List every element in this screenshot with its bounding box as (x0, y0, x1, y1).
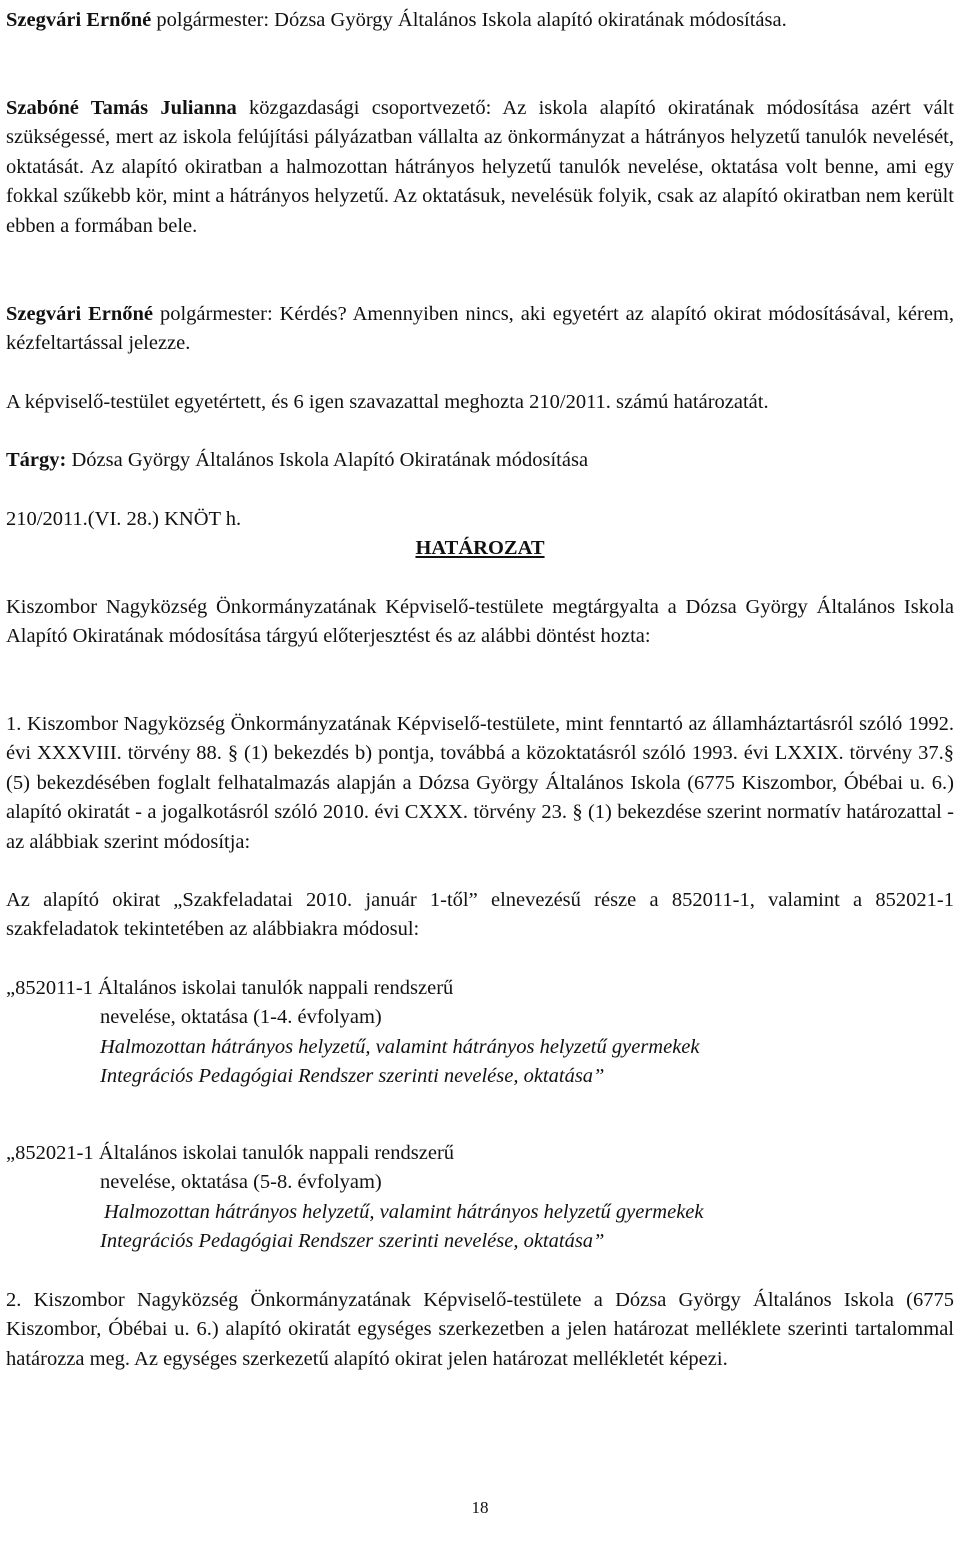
item-code-line: „852011-1 Általános iskolai tanulók nappali rendszerű (6, 977, 454, 999)
resolution-title (6, 534, 954, 563)
paragraph-mayor-intro (6, 6, 954, 35)
paragraph-decision-intro: Kiszombor Nagyközség Önkormányzatának Képviselő-testülete megtárgyalta a Dózsa György Általános Iskola Alapító Okiratának módosítása tárgyú előterjesztést és az alábbi döntést hozta: (6, 596, 954, 648)
paragraph-amendment: Az alapító okirat „Szakfeladatai 2010. január 1-től” elnevezésű része a 852011-1, valamint a 852021-1 szakfeladatok tekintetében az alábbiakra módosul: (6, 889, 954, 941)
resolution-number: 210/2011.(VI. 28.) KNÖT h. (6, 508, 242, 530)
item-italic-line: Halmozottan hátrányos helyzetű, valamint hátrányos helyzetű gyermekek (104, 1200, 704, 1223)
page-number: 18 (471, 1498, 489, 1517)
list-item (6, 974, 954, 1092)
paragraph-decision-2: 2. Kiszombor Nagyközség Önkormányzatának Képviselő-testülete a Dózsa György Általános Iskola (6775 Kiszombor, Óbébai u. 6.) alapító okiratát egységes szerkezetben a jelen határozat melléklete szerinti tartalommal határozza meg. Az egységes szerkezetű alapító okirat jelen határozat mellékletét képezi. (6, 1289, 954, 1370)
paragraph-vote-result: A képviselő-testület egyetértett, és 6 igen szavazattal meghozta 210/2011. számú határozatát. (6, 391, 769, 413)
paragraph-text: polgármester: Kérdés? Amennyiben nincs, aki egyetért az alapító okirat módosításával, kérem, kézfeltartással jelezze. (6, 303, 954, 355)
item-code-line: „852021-1 Általános iskolai tanulók nappali rendszerű (6, 1142, 455, 1164)
subject-label: Tárgy: (6, 449, 67, 471)
speaker-name: Szegvári Ernőné (6, 303, 154, 325)
subject-text: Dózsa György Általános Iskola Alapító Okiratának módosítása (66, 449, 589, 471)
paragraph-mayor-question (6, 300, 954, 359)
paragraph-text: polgármester: Dózsa György Általános Iskola alapító okiratának módosítása. (151, 9, 787, 31)
item-italic-line: Integrációs Pedagógiai Rendszer szerinti nevelése, oktatása” (100, 1230, 605, 1253)
list-item (6, 1139, 954, 1257)
paragraph-decision-1: 1. Kiszombor Nagyközség Önkormányzatának Képviselő-testülete, mint fenntartó az államháztartásról szóló 1992. évi XXXVIII. törvény 88. § (1) bekezdés b) pontja, továbbá a közoktatásról szóló 1993. évi LXXIX. törvény 37.§ (5) bekezdésében foglalt felhatalmazás alapján a Dózsa György Általános Iskola (6775 Kiszombor, Óbébai u. 6.) alapító okiratát - a jogalkotásról szóló 2010. évi CXXX. törvény 23. § (1) bekezdése szerint normatív határozattal - az alábbiak szerint módosítja: (6, 713, 954, 853)
paragraph-julianna (6, 94, 954, 241)
item-desc-line: nevelése, oktatása (5-8. évfolyam) (100, 1171, 382, 1194)
speaker-name: Szabóné Tamás Julianna (6, 97, 237, 119)
subject-line (6, 446, 954, 475)
paragraph-text: közgazdasági csoportvezető: Az iskola alapító okiratának módosítása azért vált szükségessé, mert az iskola felújítási pályázatban vállalta az önkormányzat a hátrányos helyzetű tanulók nevelését, oktatását. Az alapító okiratban a halmozottan hátrányos helyzetű tanulók nevelése, oktatása volt benne, ami egy fokkal szűkebb kör, mint a hátrányos helyzetű. Az oktatásuk, nevelésük folyik, csak az alapító okiratban nem került ebben a formában bele. (6, 97, 954, 237)
item-italic-line: Integrációs Pedagógiai Rendszer szerinti nevelése, oktatása” (100, 1065, 605, 1088)
resolution-title-text: HATÁROZAT (415, 537, 545, 559)
item-italic-line: Halmozottan hátrányos helyzetű, valamint hátrányos helyzetű gyermekek (100, 1035, 700, 1058)
item-desc-line: nevelése, oktatása (1-4. évfolyam) (100, 1006, 382, 1029)
speaker-name: Szegvári Ernőné (6, 9, 152, 31)
